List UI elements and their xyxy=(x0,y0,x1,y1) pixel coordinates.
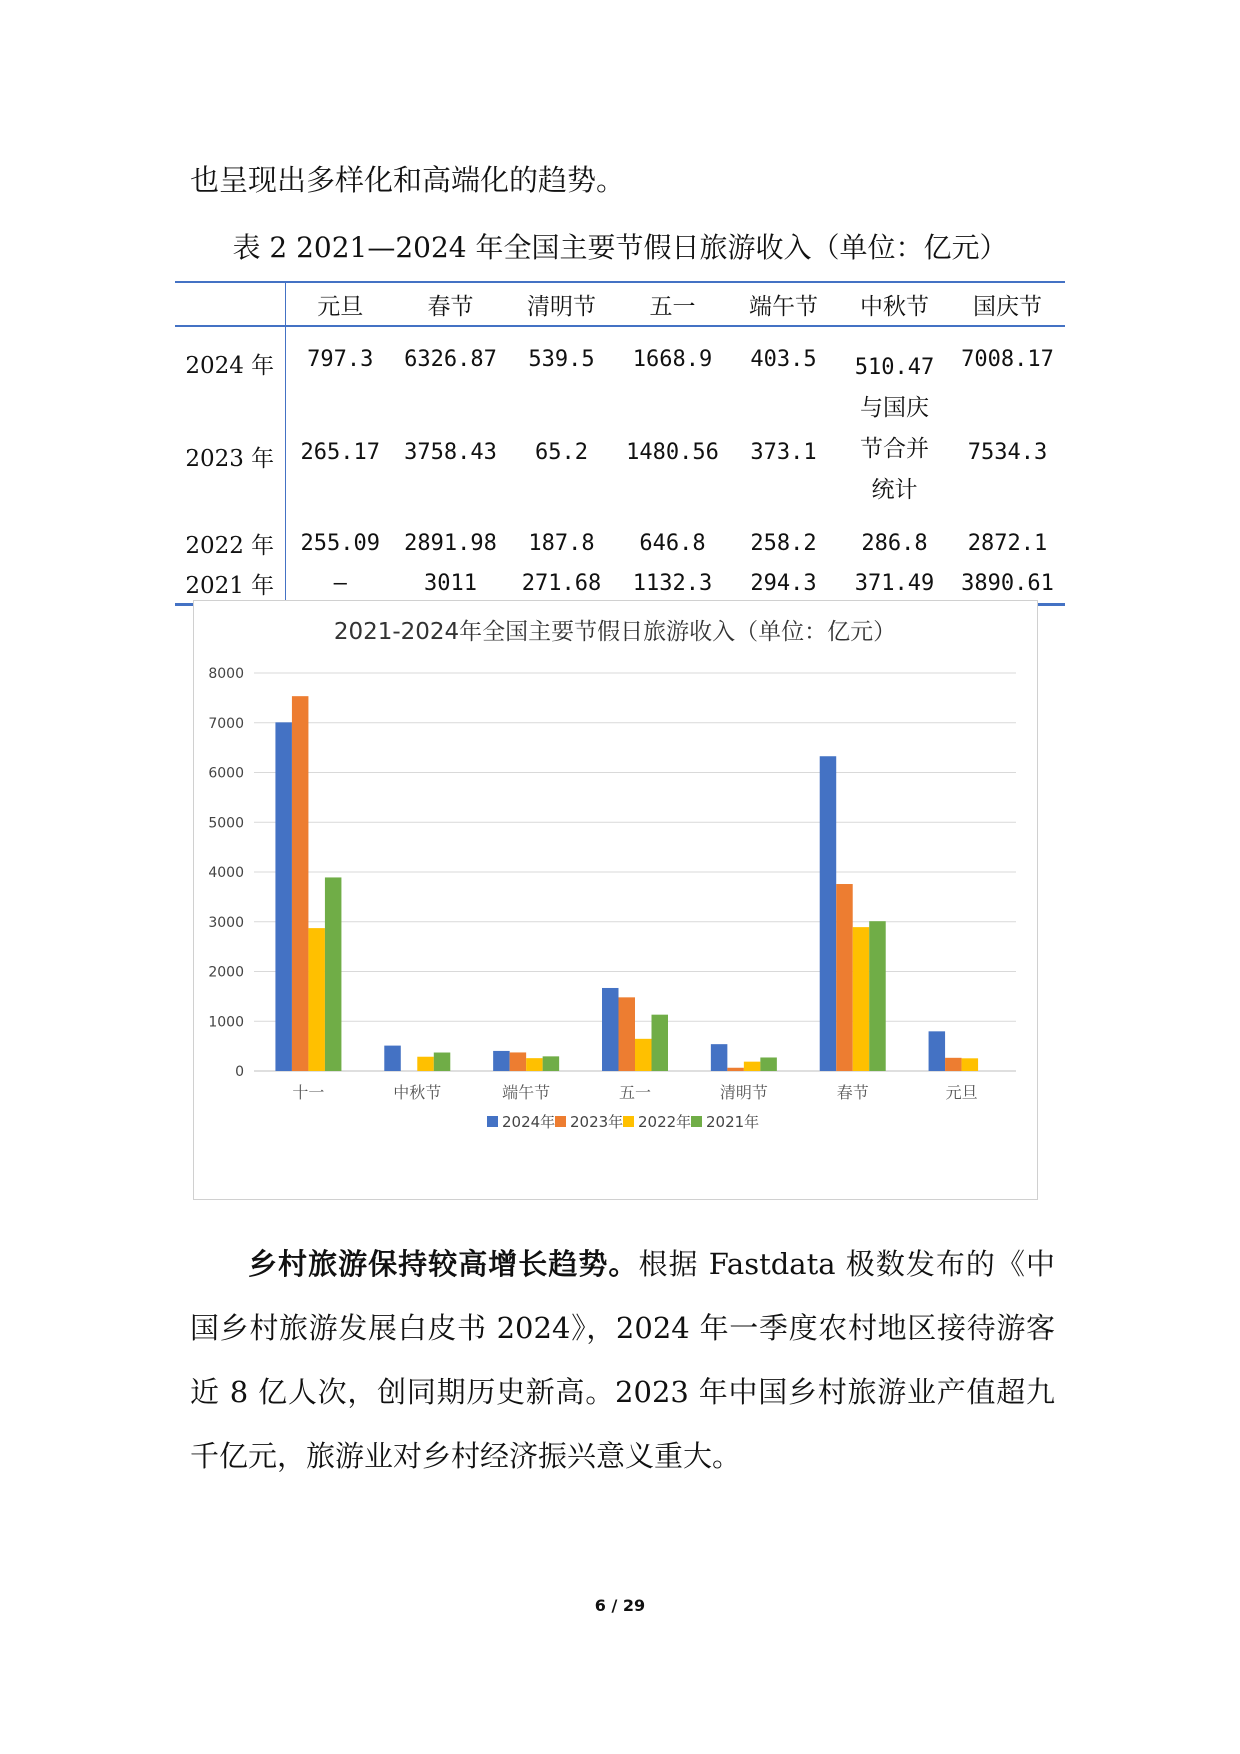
holiday-revenue-bar-chart xyxy=(194,601,1037,1199)
table-cell: 6326.87 xyxy=(404,347,497,372)
column-header: 元旦 xyxy=(285,282,395,326)
bar-2024年-清明节 xyxy=(711,1044,728,1071)
bar-2022年-五一 xyxy=(635,1039,652,1071)
table-cell: 1668.9 xyxy=(632,347,713,372)
y-tick-label: 2000 xyxy=(208,964,244,981)
bar-2023年-端午节 xyxy=(510,1052,526,1071)
x-tick-label: 五一 xyxy=(618,1083,652,1102)
table-cell: 265.17 xyxy=(300,440,380,465)
legend-swatch xyxy=(487,1116,498,1127)
column-header: 清明节 xyxy=(506,282,617,326)
x-tick-label: 十一 xyxy=(292,1083,325,1102)
x-tick-label: 端午节 xyxy=(502,1083,551,1102)
table-header-row xyxy=(175,282,1065,326)
intro-text: 也呈现出多样化和高端化的趋势。 xyxy=(190,163,626,197)
y-tick-label: 6000 xyxy=(208,765,244,782)
table-cell: 539.5 xyxy=(528,347,595,372)
bar-2021年-端午节 xyxy=(543,1056,560,1071)
bar-2024年-端午节 xyxy=(493,1051,510,1071)
table-cell-mid-autumn-merged xyxy=(839,326,950,523)
table-row xyxy=(175,326,1065,430)
y-tick-label: 5000 xyxy=(208,815,244,832)
legend-label: 2021年 xyxy=(706,1113,760,1131)
x-tick-label: 元旦 xyxy=(945,1083,978,1102)
legend-swatch xyxy=(691,1116,702,1127)
table-cell: 7008.17 xyxy=(961,347,1054,372)
column-header: 春节 xyxy=(395,282,506,326)
bar-2022年-元旦 xyxy=(962,1058,979,1071)
legend-swatch xyxy=(623,1116,634,1127)
table-cell: 3011 xyxy=(395,563,506,605)
bar-2024年-五一 xyxy=(602,988,619,1071)
merged-note-line: 节合并 xyxy=(860,436,929,462)
table-cell: 294.3 xyxy=(728,563,839,605)
merged-note-line: 统计 xyxy=(871,477,918,503)
y-tick-label: 4000 xyxy=(208,865,244,881)
column-header: 五一 xyxy=(617,282,728,326)
table-cell: 7534.3 xyxy=(967,440,1048,465)
merged-note-line: 与国庆 xyxy=(860,395,929,421)
row-header: 2023 年 xyxy=(175,430,285,523)
table-cell: 65.2 xyxy=(535,440,588,465)
legend-label: 2022年 xyxy=(638,1113,692,1131)
legend-swatch xyxy=(555,1116,566,1127)
bar-2022年-端午节 xyxy=(526,1058,543,1071)
bar-2023年-春节 xyxy=(836,884,853,1071)
bar-2022年-十一 xyxy=(308,928,325,1071)
table-cell: 255.09 xyxy=(300,530,380,556)
table-cell: 1132.3 xyxy=(617,563,728,605)
table-cell: 403.5 xyxy=(750,347,817,372)
x-tick-label: 中秋节 xyxy=(393,1083,442,1102)
table-cell: 797.3 xyxy=(307,347,374,372)
body-text: 根据 Fastdata 极数发布的《中国乡村旅游发展白皮书 2024》，2024 年一季度农村地区接待游客近 8 亿人次，创同期历史新高。2023 年中国乡村旅游业产值超九千亿元，旅游业对乡村经济振兴意义重大。 xyxy=(190,1247,1055,1473)
bar-2022年-春节 xyxy=(853,927,870,1071)
body-paragraph xyxy=(190,1232,1055,1488)
bar-2021年-五一 xyxy=(652,1015,669,1071)
legend-label: 2024年 xyxy=(502,1113,556,1131)
table-row xyxy=(175,523,1065,563)
bar-2024年-中秋节 xyxy=(384,1046,401,1071)
x-tick-label: 清明节 xyxy=(719,1083,768,1102)
table-caption: 表 2 2021—2024 年全国主要节假日旅游收入（单位：亿元） xyxy=(232,231,1008,264)
bar-2023年-元旦 xyxy=(945,1058,962,1071)
bar-2023年-五一 xyxy=(619,997,636,1071)
row-header: 2021 年 xyxy=(175,563,285,605)
table-row xyxy=(175,563,1065,605)
table-cell: 646.8 xyxy=(639,530,706,556)
table-cell: 371.49 xyxy=(839,563,950,605)
bar-2021年-春节 xyxy=(869,921,886,1071)
y-tick-label: 7000 xyxy=(208,715,244,732)
table-cell: 2891.98 xyxy=(404,530,497,556)
table-cell: – xyxy=(285,563,395,605)
bar-2021年-中秋节 xyxy=(434,1053,451,1071)
y-tick-label: 1000 xyxy=(208,1014,244,1031)
table-cell: 187.8 xyxy=(528,530,595,556)
bar-2024年-元旦 xyxy=(929,1031,946,1071)
chart-title: 2021-2024年全国主要节假日旅游收入（单位：亿元） xyxy=(333,619,897,645)
table-cell: 3890.61 xyxy=(950,563,1065,605)
body-bold-lead: 乡村旅游保持较高增长趋势。 xyxy=(248,1247,639,1281)
bar-2023年-十一 xyxy=(292,696,309,1071)
page-number: 6 / 29 xyxy=(594,1596,646,1615)
x-tick-label: 春节 xyxy=(836,1083,869,1102)
table-cell: 286.8 xyxy=(861,530,928,556)
y-tick-label: 3000 xyxy=(208,914,244,931)
bar-2022年-中秋节 xyxy=(417,1057,434,1071)
column-header: 端午节 xyxy=(728,282,839,326)
bar-2022年-清明节 xyxy=(744,1062,761,1071)
y-tick-label: 8000 xyxy=(208,666,244,682)
table-cell: 2872.1 xyxy=(967,530,1048,556)
holiday-revenue-table xyxy=(175,281,1065,606)
bar-2024年-十一 xyxy=(275,722,292,1071)
column-header: 国庆节 xyxy=(950,282,1065,326)
table-cell: 510.47 xyxy=(854,355,935,380)
table-cell: 373.1 xyxy=(750,440,817,465)
legend-label: 2023年 xyxy=(570,1113,624,1131)
table-cell: 1480.56 xyxy=(626,440,719,465)
bar-2021年-十一 xyxy=(325,877,342,1071)
table-cell: 3758.43 xyxy=(404,440,497,465)
row-header: 2022 年 xyxy=(175,523,285,563)
row-header: 2024 年 xyxy=(175,326,285,430)
bar-2023年-清明节 xyxy=(727,1068,744,1071)
table-cell: 271.68 xyxy=(506,563,617,605)
chart-frame xyxy=(193,600,1038,1200)
y-tick-label: 0 xyxy=(235,1064,244,1080)
table-cell: 258.2 xyxy=(750,530,817,556)
table-corner-cell xyxy=(175,282,285,326)
bar-2021年-清明节 xyxy=(760,1057,777,1071)
bar-2024年-春节 xyxy=(820,756,837,1071)
column-header: 中秋节 xyxy=(839,282,950,326)
